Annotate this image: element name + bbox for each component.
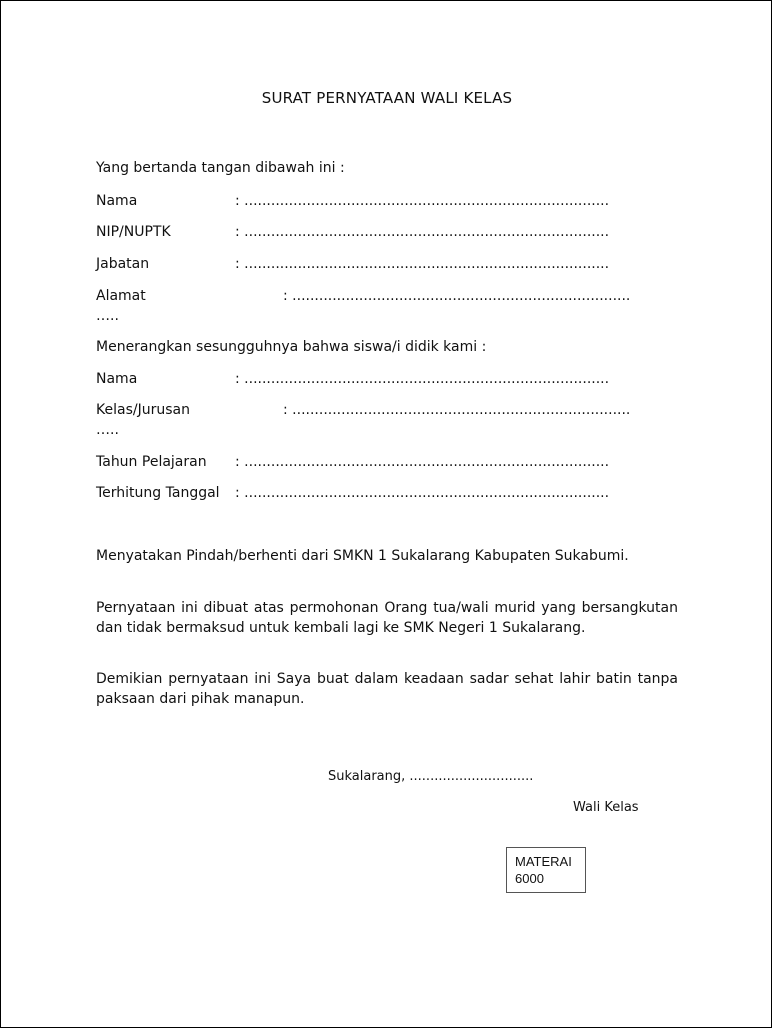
- statement-paragraph-request: Pernyataan ini dibuat atas permohonan Orang tua/wali murid yang bersangkutan dan tidak bermaksud untuk kembali lagi ke SMK Negeri 1 Sukalarang.: [96, 600, 678, 636]
- place-date: Sukalarang, ..............................: [328, 769, 534, 784]
- signer-nip-field: : ..................................................................................: [235, 224, 610, 240]
- signature-title: Wali Kelas: [573, 800, 639, 815]
- student-name-field: : ..................................................................................: [235, 371, 610, 387]
- statement-intro: Menerangkan sesungguhnya bahwa siswa/i didik kami :: [96, 339, 487, 355]
- signer-address-label: Alamat: [96, 288, 146, 304]
- stamp-value: 6000: [515, 871, 544, 886]
- stamp-label: MATERAI: [515, 854, 572, 869]
- effective-date-field: : ..................................................................................: [235, 485, 610, 501]
- school-year-field: : ..................................................................................: [235, 454, 610, 470]
- signer-name-field: : ..................................................................................: [235, 193, 610, 209]
- signer-nip-label: NIP/NUPTK: [96, 224, 171, 240]
- signer-address-continuation: …..: [96, 308, 119, 324]
- student-class-label: Kelas/Jurusan: [96, 402, 190, 418]
- signer-name-label: Nama: [96, 193, 138, 209]
- document-title: SURAT PERNYATAAN WALI KELAS: [261, 89, 513, 107]
- effective-date-label: Terhitung Tanggal: [96, 485, 220, 501]
- student-class-field: : ............................................................................: [283, 402, 631, 418]
- student-class-continuation: …..: [96, 422, 119, 438]
- statement-paragraph-closing: Demikian pernyataan ini Saya buat dalam keadaan sadar sehat lahir batin tanpa paksaan dari pihak manapun.: [96, 671, 678, 707]
- signer-address-field: : ............................................................................: [283, 288, 631, 304]
- statement-paragraph-transfer: Menyatakan Pindah/berhenti dari SMKN 1 Sukalarang Kabupaten Sukabumi.: [96, 548, 629, 564]
- intro-text: Yang bertanda tangan dibawah ini :: [96, 160, 345, 176]
- stamp-box: [506, 847, 586, 893]
- signer-position-field: : ..................................................................................: [235, 256, 610, 272]
- school-year-label: Tahun Pelajaran: [96, 454, 207, 470]
- student-name-label: Nama: [96, 371, 138, 387]
- signer-position-label: Jabatan: [96, 256, 150, 272]
